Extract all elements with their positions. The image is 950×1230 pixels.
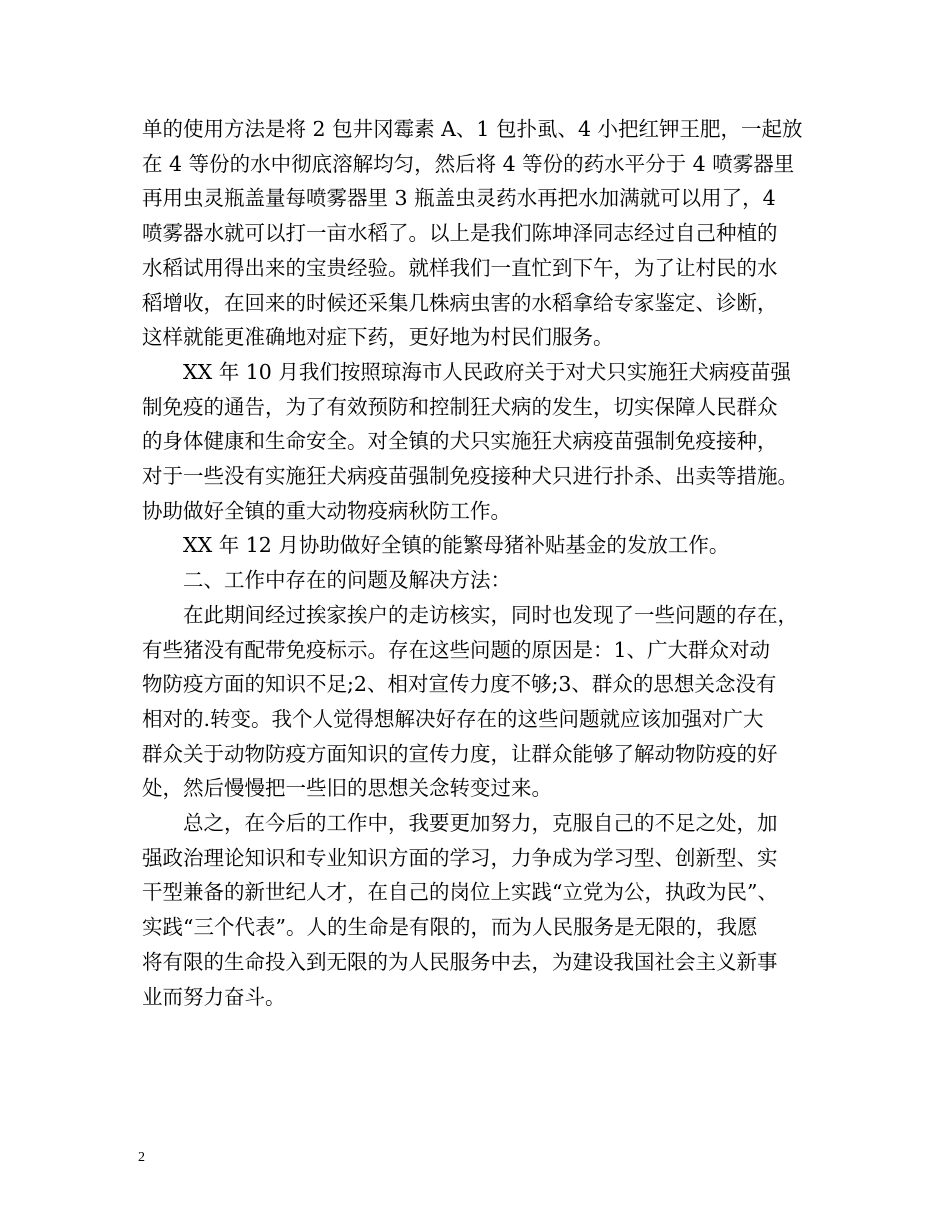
text-line: 这样就能更准确地对症下药，更好地为村民们服务。 (142, 325, 614, 350)
text-line: 将有限的生命投入到无限的为人民服务中去，为建设我国社会主义新事 (142, 949, 778, 974)
section-heading: 二、工作中存在的问题及解决方法： (142, 568, 511, 593)
text-line: 总之，在今后的工作中，我要更加努力，克服自己的不足之处，加 (142, 811, 778, 836)
text-line: 在此期间经过挨家挨户的走访核实，同时也发现了一些问题的存在， (142, 602, 798, 627)
text-line: 喷雾器水就可以打一亩水稻了。以上是我们陈坤泽同志经过自己种植的 (142, 221, 778, 246)
text-line: 干型兼备的新世纪人才，在自己的岗位上实践“立党为公，执政为民”、 (142, 880, 778, 905)
text-line: 对于一些没有实施狂犬病疫苗强制免疫接种犬只进行扑杀、出卖等措施。 (142, 464, 798, 489)
text-line: 单的使用方法是将 2 包井冈霉素 A、1 包扑虱、4 小把红钾王肥，一起放 (142, 117, 803, 141)
text-line: 业而努力奋斗。 (142, 984, 286, 1009)
page-number: 2 (138, 1150, 145, 1165)
text-line: 在 4 等份的水中彻底溶解均匀，然后将 4 等份的药水平分于 4 喷雾器里 (142, 151, 795, 176)
text-line: XX 年 10 月我们按照琼海市人民政府关于对犬只实施狂犬病疫苗强 (142, 359, 791, 384)
text-line: 稻增收，在回来的时候还采集几株病虫害的水稻拿给专家鉴定、诊断， (142, 290, 778, 315)
text-line: 处，然后慢慢把一些旧的思想关念转变过来。 (142, 776, 552, 801)
text-line: 实践“三个代表”。人的生命是有限的，而为人民服务是无限的，我愿 (142, 915, 758, 940)
document-body (142, 112, 822, 1014)
text-line: 群众关于动物防疫方面知识的宣传力度，让群众能够了解动物防疫的好 (142, 741, 778, 766)
text-line: 强政治理论知识和专业知识方面的学习，力争成为学习型、创新型、实 (142, 845, 778, 870)
text-line: 水稻试用得出来的宝贵经验。就样我们一直忙到下午，为了让村民的水 (142, 255, 778, 280)
text-line: 相对的.转变。我个人觉得想解决好存在的这些问题就应该加强对广大 (142, 706, 764, 731)
text-line: XX 年 12 月协助做好全镇的能繁母猪补贴基金的发放工作。 (142, 533, 730, 558)
text-line: 的身体健康和生命安全。对全镇的犬只实施狂犬病疫苗强制免疫接种， (142, 429, 778, 454)
text-line: 协助做好全镇的重大动物疫病秋防工作。 (142, 498, 511, 523)
text-line: 制免疫的通告，为了有效预防和控制狂犬病的发生，切实保障人民群众 (142, 394, 778, 419)
text-line: 物防疫方面的知识不足;2、相对宣传力度不够;3、群众的思想关念没有 (142, 672, 777, 697)
text-line: 有些猪没有配带免疫标示。存在这些问题的原因是：1、广大群众对动 (142, 637, 771, 662)
text-line: 再用虫灵瓶盖量每喷雾器里 3 瓶盖虫灵药水再把水加满就可以用了，4 (142, 186, 776, 211)
